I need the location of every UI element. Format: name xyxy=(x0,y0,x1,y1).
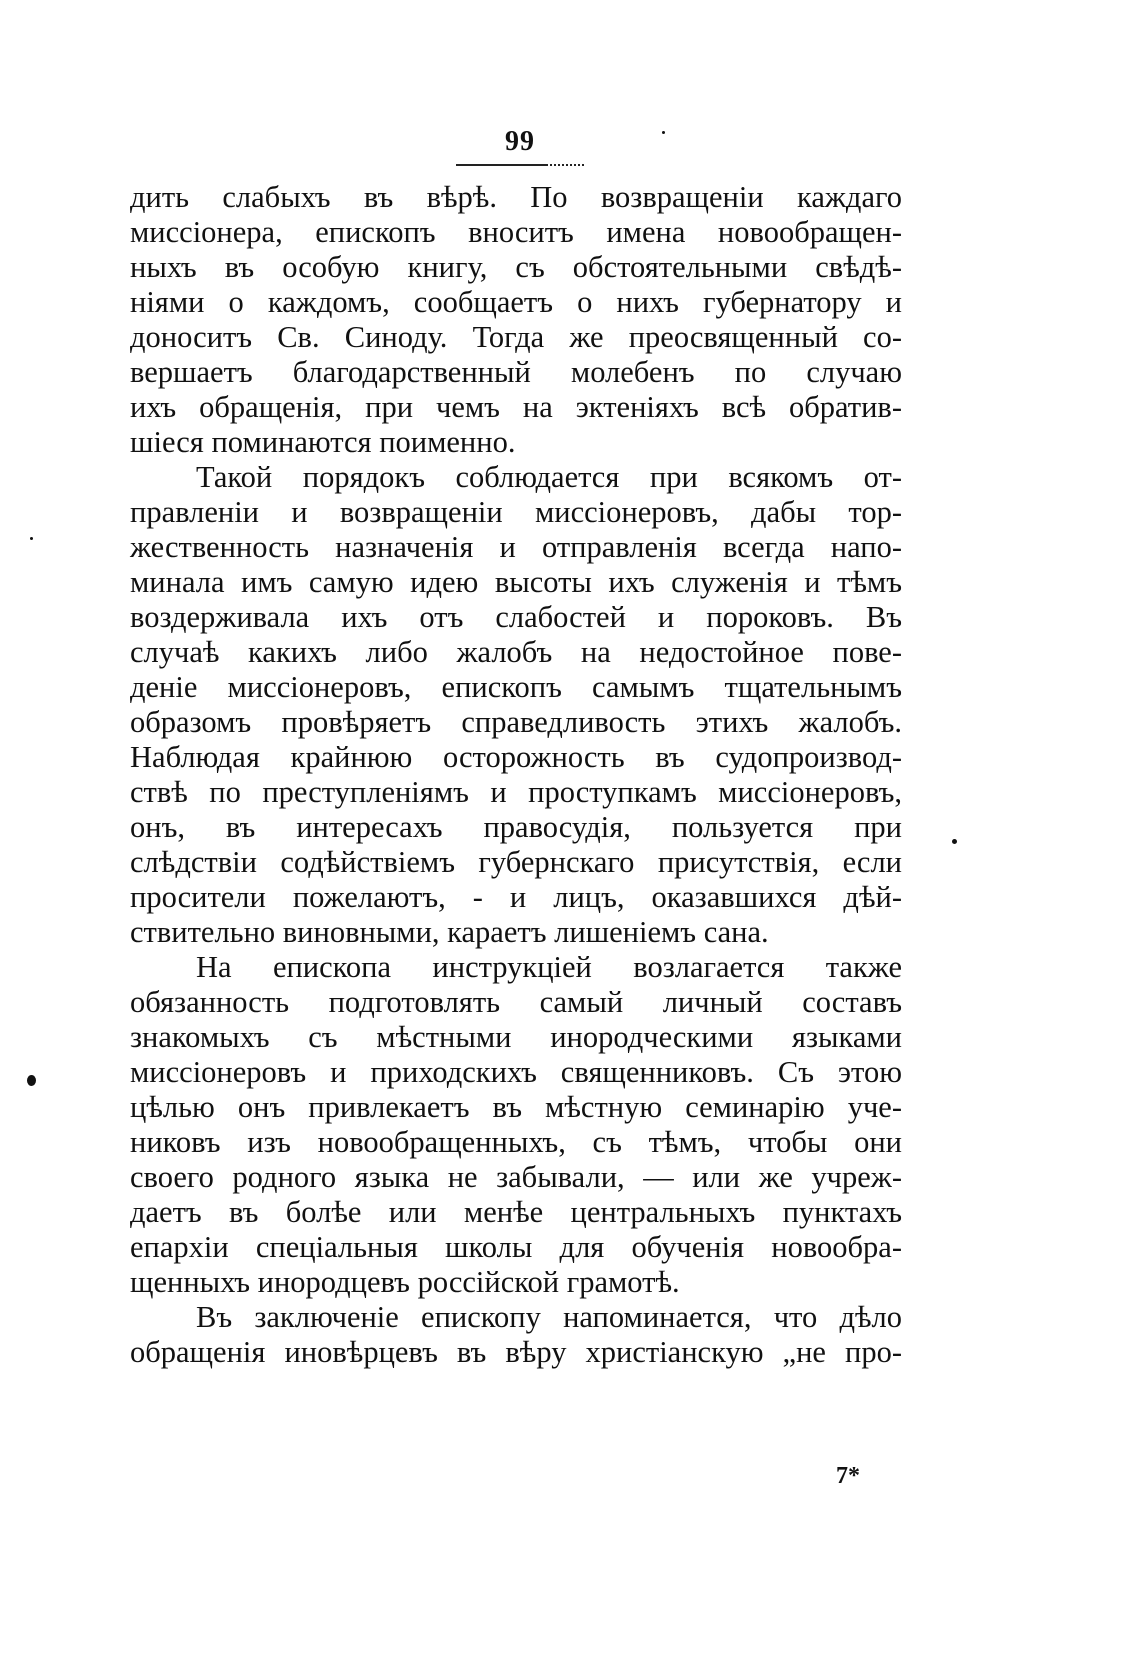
header-rule-dots xyxy=(548,164,586,166)
text-line: обязанность подготовлять самый личный составъ xyxy=(130,985,902,1019)
text-line: вершаетъ благодарственный молебенъ по случаю xyxy=(130,355,902,389)
text-line: случаѣ какихъ либо жалобъ на недостойное пове- xyxy=(130,635,902,669)
text-line: обращенія иновѣрцевъ въ вѣру христіанскую „не про- xyxy=(130,1335,902,1369)
paragraph-first-line: Такой порядокъ соблюдается при всякомъ от- xyxy=(196,460,902,494)
text-line: никовъ изъ новообращенныхъ, съ тѣмъ, чтобы они xyxy=(130,1125,902,1159)
text-line: дить слабыхъ въ вѣрѣ. По возвращеніи каждаго xyxy=(130,180,902,214)
text-line: цѣлью онъ привлекаетъ въ мѣстную семинарію уче- xyxy=(130,1090,902,1124)
paragraph-first-line: На епископа инструкціей возлагается также xyxy=(196,950,902,984)
paragraph-first-line: Въ заключеніе епископу напоминается, что дѣло xyxy=(196,1300,902,1334)
text-line: щенныхъ инородцевъ россійской грамотѣ. xyxy=(130,1265,680,1299)
printer-signature-mark: 7* xyxy=(836,1463,860,1489)
text-line: миссіонера, епископъ вноситъ имена новообращен- xyxy=(130,215,902,249)
ink-speck xyxy=(662,131,665,134)
ink-speck xyxy=(27,1075,36,1086)
page-number: 99 xyxy=(505,126,535,157)
text-line: образомъ провѣряетъ справедливость этихъ жалобъ. xyxy=(130,705,902,739)
text-line: просители пожелаютъ, - и лицъ, оказавшихся дѣй- xyxy=(130,880,902,914)
text-line: минала имъ самую идею высоты ихъ служенія и тѣмъ xyxy=(130,565,902,599)
text-line: доноситъ Св. Синоду. Тогда же преосвященный со- xyxy=(130,320,902,354)
text-line: Наблюдая крайнюю осторожность въ судопроизвод- xyxy=(130,740,902,774)
text-line: ніями о каждомъ, сообщаетъ о нихъ губернатору и xyxy=(130,285,902,319)
text-line: даетъ въ болѣе или менѣе центральныхъ пунктахъ xyxy=(130,1195,902,1229)
text-line: своего родного языка не забывали, — или же учреж- xyxy=(130,1160,902,1194)
text-line: деніе миссіонеровъ, епископъ самымъ тщательнымъ xyxy=(130,670,902,704)
text-line: жественность назначенія и отправленія всегда напо- xyxy=(130,530,902,564)
text-line: миссіонеровъ и приходскихъ священниковъ. Съ этою xyxy=(130,1055,902,1089)
text-line: воздерживала ихъ отъ слабостей и пороковъ. Въ xyxy=(130,600,902,634)
text-line: слѣдствіи содѣйствіемъ губернскаго присутствія, если xyxy=(130,845,902,879)
text-line: знакомыхъ съ мѣстными инородческими языками xyxy=(130,1020,902,1054)
ink-speck xyxy=(952,839,957,844)
text-line: шіеся поминаются поименно. xyxy=(130,425,516,459)
text-line: ныхъ въ особую книгу, съ обстоятельными свѣдѣ- xyxy=(130,250,902,284)
text-line: ихъ обращенія, при чемъ на эктеніяхъ всѣ обратив- xyxy=(130,390,902,424)
text-line: онъ, въ интересахъ правосудія, пользуется при xyxy=(130,810,902,844)
ink-speck xyxy=(30,537,33,540)
text-line: ствѣ по преступленіямъ и проступкамъ миссіонеровъ, xyxy=(130,775,902,809)
text-line: правленіи и возвращеніи миссіонеровъ, дабы тор- xyxy=(130,495,902,529)
text-line: епархіи спеціальныя школы для обученія новообра- xyxy=(130,1230,902,1264)
text-line: ствительно виновными, караетъ лишеніемъ сана. xyxy=(130,915,769,949)
